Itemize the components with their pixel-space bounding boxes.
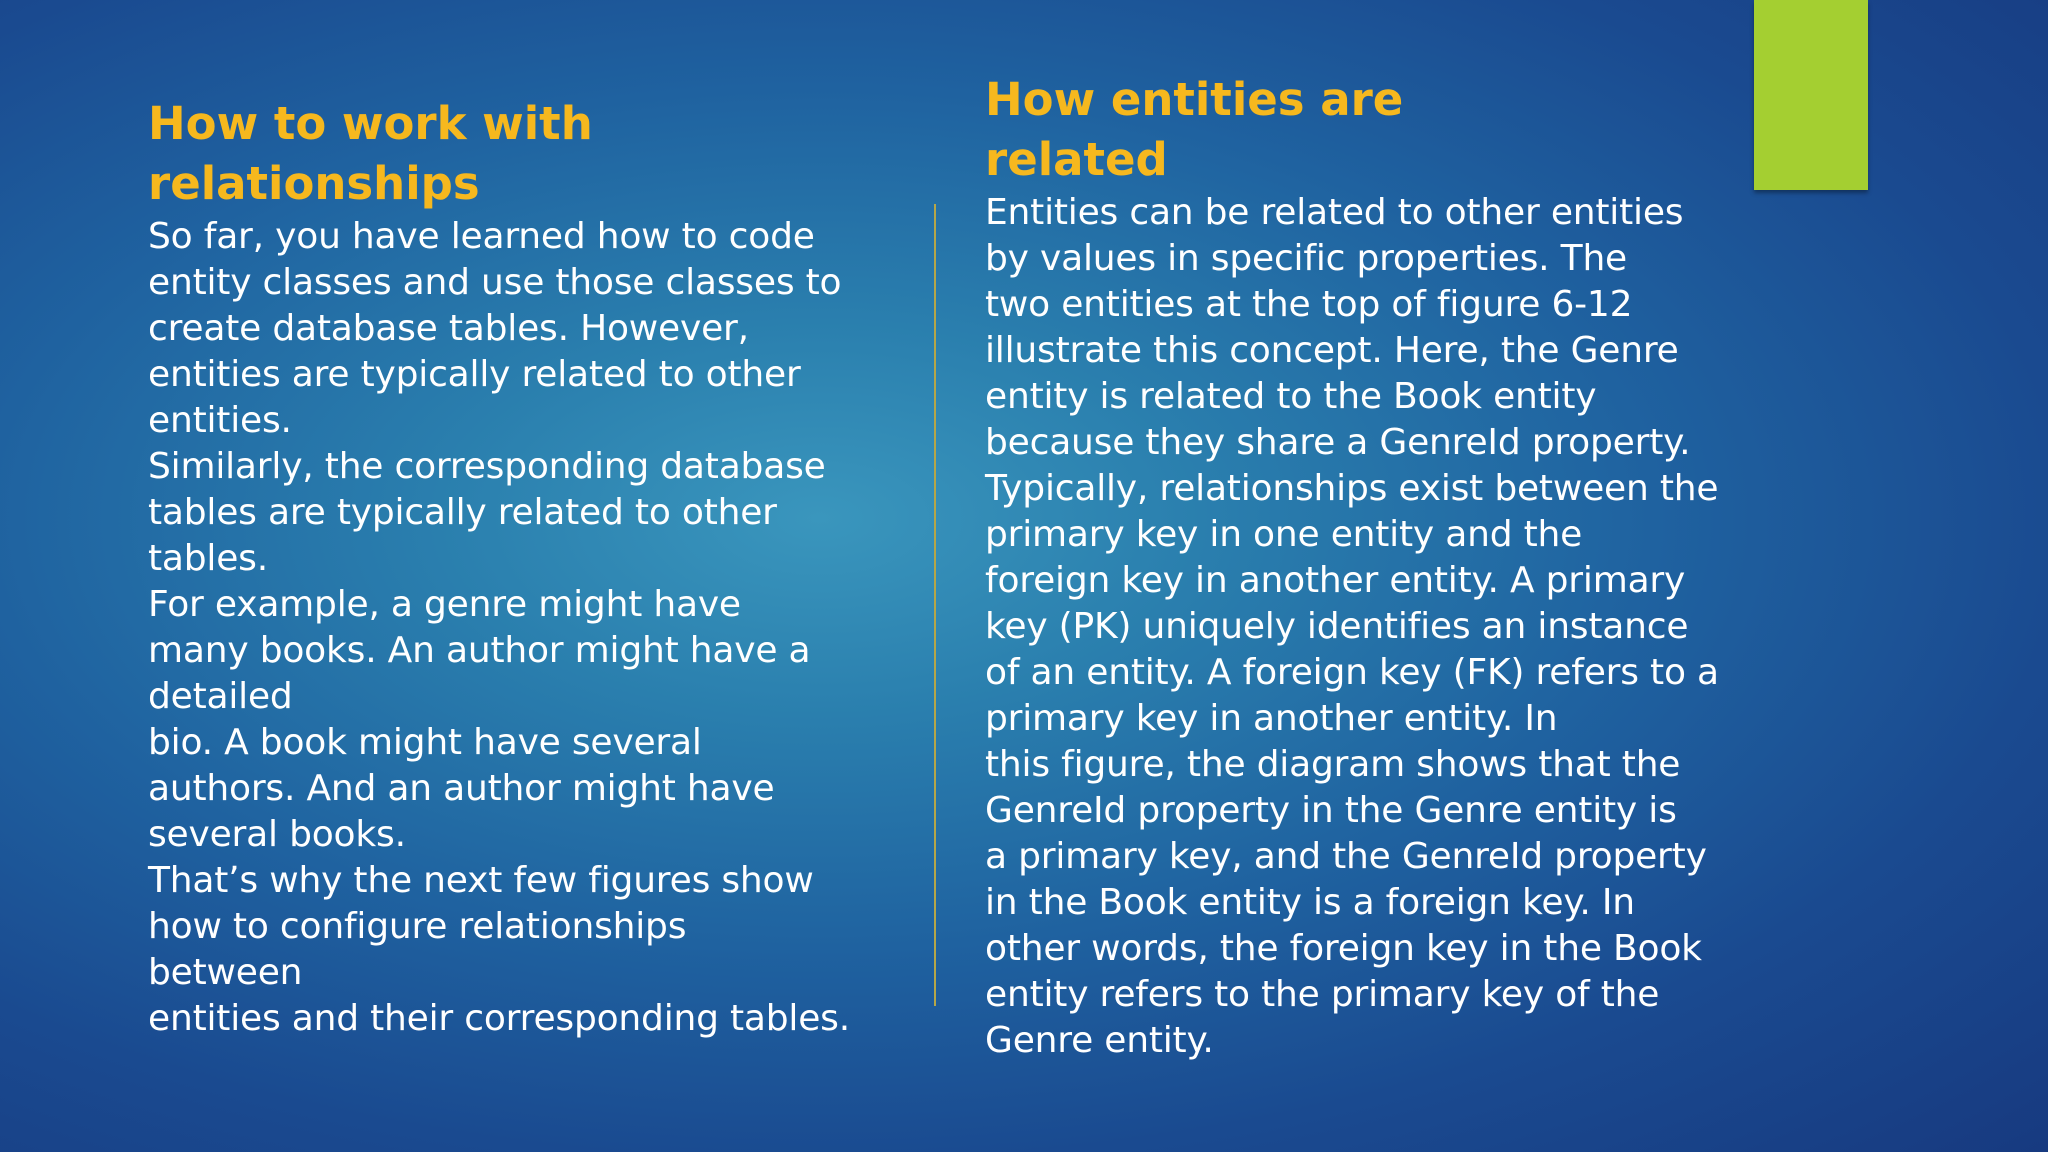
right-column: [985, 70, 1745, 1064]
right-body-text: Entities can be related to other entities by values in specific properties. The two entities at the top of figure 6-12 illustrate this concept. Here, the Genre entity is related to the Book entity because they share a GenreId property. Typically, relationships exist between the primary key in one entity and the foreign key in another entity. A primary key (PK) uniquely identifies an instance of an entity. A foreign key (FK) refers to a primary key in another entity. In this figure, the diagram shows that the GenreId property in the Genre entity is a primary key, and the GenreId property in the Book entity is a foreign key. In other words, the foreign key in the Book entity refers to the primary key of the Genre entity.: [985, 192, 1719, 1061]
left-body-text: So far, you have learned how to code entity classes and use those classes to create database tables. However, entities are typically related to other entities. Similarly, the corresponding database tables are typically related to other tables. For example, a genre might have many books. An author might have a detailed bio. A book might have several authors. And an author might have several books. That’s why the next few figures show how to configure relationships between entities and their corresponding tables.: [148, 216, 850, 1039]
left-heading: How to work with relationships: [148, 97, 593, 210]
accent-bar: [1754, 0, 1868, 190]
column-divider: [934, 204, 936, 1006]
right-heading: How entities are related: [985, 73, 1404, 186]
left-column: [148, 94, 888, 1042]
